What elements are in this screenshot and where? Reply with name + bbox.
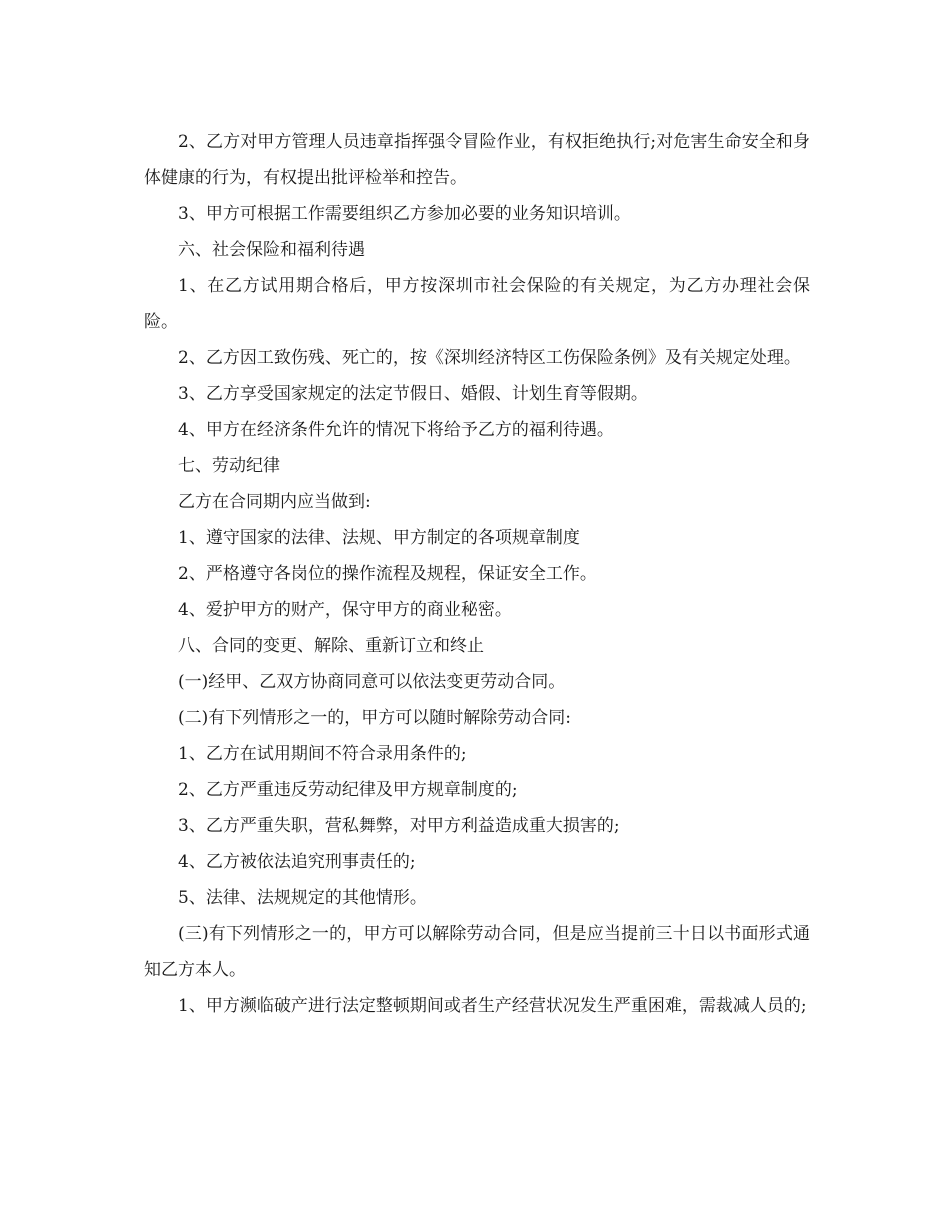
- paragraph: 3、乙方享受国家规定的法定节假日、婚假、计划生育等假期。: [178, 384, 648, 404]
- paragraph: 4、乙方被依法追究刑事责任的;: [178, 852, 416, 872]
- paragraph: 5、法律、法规规定的其他情形。: [178, 888, 427, 908]
- paragraph: 3、甲方可根据工作需要组织乙方参加必要的业务知识培训。: [178, 204, 631, 224]
- section-heading: 七、劳动纪律: [178, 456, 280, 476]
- section-heading: 八、合同的变更、解除、重新订立和终止: [178, 636, 484, 656]
- paragraph: (一)经甲、乙双方协商同意可以依法变更劳动合同。: [178, 672, 566, 692]
- paragraph: 2、乙方因工致伤残、死亡的，按《深圳经济特区工伤保险条例》及有关规定处理。: [178, 348, 801, 368]
- paragraph: 2、乙方严重违反劳动纪律及甲方规章制度的;: [178, 780, 518, 800]
- paragraph: 1、遵守国家的法律、法规、甲方制定的各项规章制度: [178, 528, 580, 548]
- paragraph: 4、甲方在经济条件允许的情况下将给予乙方的福利待遇。: [178, 420, 614, 440]
- paragraph: 乙方在合同期内应当做到:: [178, 492, 371, 512]
- paragraph: 2、严格遵守各岗位的操作流程及规程，保证安全工作。: [178, 564, 597, 584]
- paragraph: (二)有下列情形之一的，甲方可以随时解除劳动合同:: [178, 708, 571, 728]
- paragraph: 1、乙方在试用期间不符合录用条件的;: [178, 744, 467, 764]
- paragraph: 3、乙方严重失职，营私舞弊，对甲方利益造成重大损害的;: [178, 816, 620, 836]
- paragraph: 2、乙方对甲方管理人员违章指挥强令冒险作业，有权拒绝执行;对危害生命安全和身体健康的行为，有权提出批评检举和控告。: [144, 132, 810, 188]
- document-page: [144, 124, 810, 1024]
- section-heading: 六、社会保险和福利待遇: [178, 240, 365, 260]
- paragraph: 1、在乙方试用期合格后，甲方按深圳市社会保险的有关规定，为乙方办理社会保险。: [144, 276, 810, 332]
- paragraph: 1、甲方濒临破产进行法定整顿期间或者生产经营状况发生严重困难，需裁减人员的;: [178, 996, 807, 1016]
- paragraph: 4、爱护甲方的财产，保守甲方的商业秘密。: [178, 600, 512, 620]
- paragraph: (三)有下列情形之一的，甲方可以解除劳动合同，但是应当提前三十日以书面形式通知乙方本人。: [144, 924, 810, 980]
